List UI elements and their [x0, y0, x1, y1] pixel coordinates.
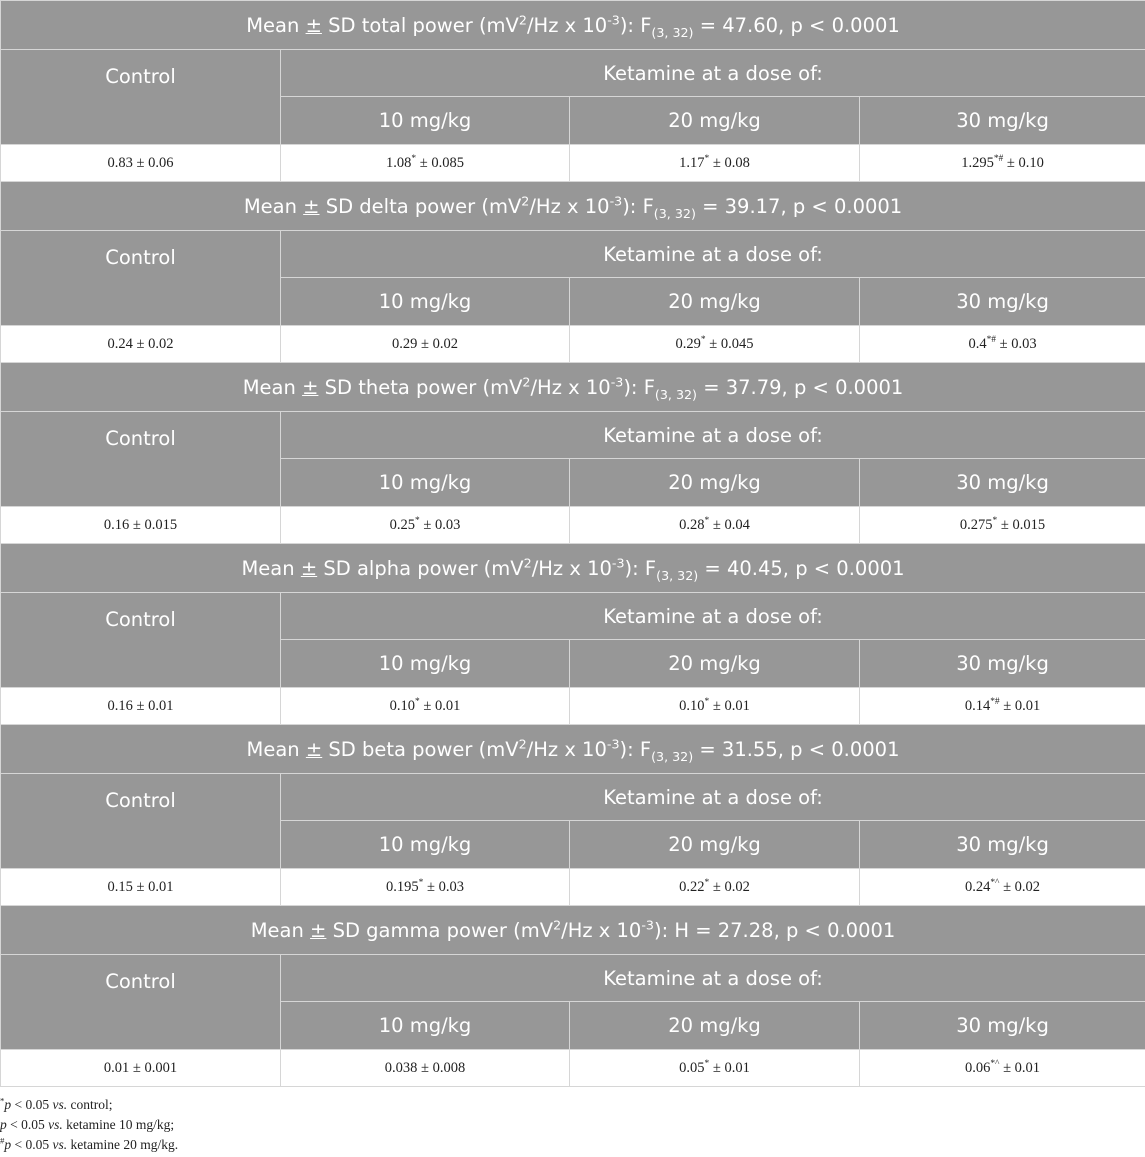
data-cell — [860, 1050, 1145, 1087]
group-header-row — [1, 231, 1145, 278]
plus-minus-symbol: ± — [305, 13, 322, 37]
section-title — [1, 182, 1145, 231]
mean-value: 0.4 — [968, 335, 987, 352]
ketamine-header: Ketamine at a dose of: — [281, 774, 1145, 821]
significance-marker: * — [415, 515, 420, 526]
footnote-text: < 0.05 — [11, 1137, 53, 1152]
mean-value: 0.83 — [107, 154, 133, 171]
mean-value: 0.275 — [959, 516, 993, 533]
data-row — [1, 326, 1145, 363]
mean-value: 0.10 — [389, 697, 416, 714]
title-prefix: Mean — [243, 194, 304, 218]
footnote-line — [0, 1137, 178, 1153]
title-measure: SD delta power (mV — [319, 194, 522, 218]
data-row — [1, 1050, 1145, 1087]
data-cell — [570, 869, 860, 906]
section-title — [1, 906, 1145, 955]
data-row — [1, 869, 1145, 906]
significance-marker: *^ — [990, 1058, 1000, 1069]
dose-header: 30 mg/kg — [860, 640, 1145, 688]
exponent-superscript: -3 — [606, 736, 620, 751]
significance-marker: * — [700, 334, 706, 345]
title-prefix: Mean — [242, 375, 303, 399]
title-measure: SD gamma power (mV — [326, 918, 554, 942]
sd-value: ± 0.06 — [132, 154, 174, 171]
dose-header: 20 mg/kg — [570, 821, 860, 869]
ketamine-header: Ketamine at a dose of: — [281, 955, 1145, 1002]
data-cell — [860, 688, 1145, 725]
control-header: Control — [1, 593, 281, 688]
group-header-row — [1, 593, 1145, 640]
mean-value: 0.16 — [103, 516, 130, 533]
sd-value: ± 0.02 — [999, 878, 1041, 895]
significance-marker: * — [704, 877, 710, 888]
significance-marker: * — [704, 696, 710, 707]
title-result: = 37.79, p < 0.0001 — [697, 375, 904, 399]
sd-value: ± 0.03 — [423, 878, 464, 895]
degrees-of-freedom: (3, 32) — [654, 386, 697, 402]
exponent-superscript: -3 — [610, 374, 624, 389]
dose-header: 20 mg/kg — [570, 278, 860, 326]
mean-value: 0.22 — [679, 878, 705, 895]
title-prefix: Mean — [241, 556, 301, 580]
mean-value: 0.24 — [107, 335, 133, 352]
data-cell — [570, 688, 860, 725]
dose-header: 10 mg/kg — [281, 821, 570, 869]
exponent-superscript: -3 — [609, 193, 623, 208]
title-unit: /Hz x 10 — [529, 194, 610, 218]
mean-value: 1.17 — [679, 154, 705, 171]
section-title — [1, 363, 1145, 412]
mean-value: 0.16 — [107, 697, 133, 714]
mean-value: 0.038 — [384, 1059, 418, 1076]
sd-value: ± 0.03 — [419, 516, 461, 533]
degrees-of-freedom: (3, 32) — [651, 748, 694, 764]
sd-value: ± 0.01 — [419, 697, 461, 714]
footnote-marker: # — [0, 1135, 5, 1146]
degrees-of-freedom: (3, 32) — [656, 567, 699, 583]
significance-marker: * — [418, 877, 424, 888]
section-title-row — [1, 544, 1145, 593]
group-header-row — [1, 774, 1145, 821]
mean-value: 0.15 — [107, 878, 133, 895]
data-cell — [1, 688, 281, 725]
title-result: = 47.60, p < 0.0001 — [693, 13, 900, 37]
data-cell — [281, 507, 570, 544]
plus-minus-symbol: ± — [310, 918, 327, 942]
title-measure: SD theta power (mV — [318, 375, 523, 399]
unit-superscript: 2 — [518, 736, 527, 751]
mean-value: 0.05 — [679, 1059, 705, 1076]
exponent-superscript: -3 — [607, 12, 620, 27]
footnote-line — [0, 1117, 174, 1133]
title-prefix: Mean — [246, 13, 306, 37]
data-row — [1, 507, 1145, 544]
control-header: Control — [1, 50, 281, 145]
sd-value: ± 0.01 — [132, 697, 174, 714]
data-cell — [570, 507, 860, 544]
footnote-text: < 0.05 — [6, 1117, 49, 1132]
group-header-row — [1, 412, 1145, 459]
ketamine-header: Ketamine at a dose of: — [281, 50, 1145, 97]
dose-header: 30 mg/kg — [860, 278, 1145, 326]
data-cell — [860, 869, 1145, 906]
plus-minus-symbol: ± — [300, 556, 318, 580]
sd-value: ± 0.085 — [416, 154, 464, 171]
mean-value: 0.14 — [964, 697, 991, 714]
exponent-superscript: -3 — [611, 555, 625, 570]
title-statistic: ): F — [624, 556, 657, 580]
data-cell — [1, 507, 281, 544]
significance-marker: *# — [993, 153, 1004, 164]
data-cell — [281, 326, 570, 363]
footnote-line — [0, 1097, 113, 1113]
footnote-text: < 0.05 — [11, 1097, 53, 1112]
unit-superscript: 2 — [553, 917, 562, 932]
sd-value: ± 0.04 — [709, 516, 750, 533]
title-statistic: ): F — [623, 375, 655, 399]
mean-value: 0.29 — [392, 335, 418, 352]
data-row — [1, 688, 1145, 725]
title-unit: /Hz x 10 — [561, 918, 642, 942]
title-measure: SD total power (mV — [321, 13, 519, 37]
control-header: Control — [1, 412, 281, 507]
data-cell — [570, 1050, 860, 1087]
title-unit: /Hz x 10 — [526, 737, 607, 761]
dose-header: 30 mg/kg — [860, 459, 1145, 507]
unit-superscript: 2 — [523, 555, 532, 570]
section-title-row — [1, 182, 1145, 231]
control-header: Control — [1, 955, 281, 1050]
ketamine-header: Ketamine at a dose of: — [281, 412, 1145, 459]
data-cell — [1, 326, 281, 363]
mean-value: 0.29 — [675, 335, 701, 352]
data-cell — [281, 869, 570, 906]
plus-minus-symbol: ± — [305, 737, 323, 761]
title-unit: /Hz x 10 — [530, 375, 611, 399]
footnote-p: p — [4, 1097, 12, 1112]
footnote-text: ketamine 20 mg/kg. — [67, 1137, 179, 1152]
mean-value: 0.24 — [964, 878, 991, 895]
dose-header: 30 mg/kg — [860, 821, 1145, 869]
title-measure: SD beta power (mV — [322, 737, 519, 761]
title-unit: /Hz x 10 — [531, 556, 612, 580]
section-title-row — [1, 725, 1145, 774]
sd-value: ± 0.008 — [417, 1059, 466, 1076]
data-cell — [281, 688, 570, 725]
footnote-marker: * — [0, 1095, 5, 1106]
sd-value: ± 0.02 — [709, 878, 750, 895]
sd-value: ± 0.08 — [709, 154, 750, 171]
sd-value: ± 0.01 — [709, 697, 750, 714]
dose-header: 20 mg/kg — [570, 459, 860, 507]
dose-header: 10 mg/kg — [281, 640, 570, 688]
mean-value: 0.195 — [386, 878, 419, 895]
dose-header: 10 mg/kg — [281, 278, 570, 326]
ketamine-header: Ketamine at a dose of: — [281, 231, 1145, 278]
sd-value: ± 0.02 — [132, 335, 174, 352]
title-prefix: Mean — [250, 918, 311, 942]
dose-header: 20 mg/kg — [570, 1002, 860, 1050]
mean-value: 0.28 — [679, 516, 705, 533]
significance-marker: * — [415, 696, 420, 707]
title-measure: SD alpha power (mV — [317, 556, 524, 580]
sd-value: ± 0.01 — [999, 697, 1041, 714]
data-cell — [281, 1050, 570, 1087]
group-header-row — [1, 50, 1145, 97]
footnote-vs: vs. — [52, 1137, 68, 1152]
section-title-row — [1, 1, 1145, 50]
sd-value: ± 0.02 — [417, 335, 458, 352]
dose-header: 10 mg/kg — [281, 97, 570, 145]
data-cell — [860, 145, 1145, 182]
sd-value: ± 0.001 — [129, 1059, 178, 1076]
section-title-row — [1, 363, 1145, 412]
title-unit: /Hz x 10 — [526, 13, 608, 37]
mean-value: 0.01 — [103, 1059, 130, 1076]
sd-value: ± 0.045 — [705, 335, 754, 352]
sd-value: ± 0.015 — [129, 516, 178, 533]
dose-header: 30 mg/kg — [860, 1002, 1145, 1050]
significance-marker: * — [704, 515, 710, 526]
plus-minus-symbol: ± — [303, 194, 320, 218]
footnote-vs: vs. — [48, 1117, 63, 1132]
footnote-text: control; — [67, 1097, 113, 1112]
unit-superscript: 2 — [521, 193, 530, 208]
section-title — [1, 544, 1145, 593]
data-cell — [570, 145, 860, 182]
footnote-vs: vs. — [52, 1097, 68, 1112]
sd-value: ± 0.015 — [997, 516, 1046, 533]
footnote-p: p — [4, 1137, 12, 1152]
section-title — [1, 725, 1145, 774]
plus-minus-symbol: ± — [302, 375, 319, 399]
results-table-body — [1, 1, 1145, 1087]
dose-header: 10 mg/kg — [281, 1002, 570, 1050]
title-statistic: ): F — [622, 194, 654, 218]
section-title — [1, 1, 1145, 50]
control-header: Control — [1, 231, 281, 326]
dose-header: 20 mg/kg — [570, 97, 860, 145]
mean-value: 1.08 — [386, 154, 412, 171]
section-title-row — [1, 906, 1145, 955]
group-header-row — [1, 955, 1145, 1002]
data-cell — [1, 145, 281, 182]
unit-superscript: 2 — [518, 12, 527, 27]
data-cell — [1, 869, 281, 906]
data-cell — [570, 326, 860, 363]
title-statistic: ): F — [619, 737, 652, 761]
dose-header: 20 mg/kg — [570, 640, 860, 688]
sd-value: ± 0.03 — [995, 335, 1037, 352]
significance-marker: * — [411, 153, 417, 164]
dose-header: 30 mg/kg — [860, 97, 1145, 145]
data-cell — [1, 1050, 281, 1087]
degrees-of-freedom: (3, 32) — [651, 24, 694, 40]
data-cell — [860, 507, 1145, 544]
mean-value: 0.10 — [679, 697, 705, 714]
sd-value: ± 0.01 — [132, 878, 174, 895]
exponent-superscript: -3 — [641, 917, 654, 932]
control-header: Control — [1, 774, 281, 869]
mean-value: 1.295 — [961, 154, 994, 171]
ketamine-header: Ketamine at a dose of: — [281, 593, 1145, 640]
significance-marker: * — [704, 153, 710, 164]
significance-marker: *^ — [990, 877, 1000, 888]
title-result: = 40.45, p < 0.0001 — [698, 556, 905, 580]
footnote-p: p — [0, 1117, 7, 1132]
title-statistic: ): H = 27.28, p < 0.0001 — [653, 918, 896, 942]
title-result: = 31.55, p < 0.0001 — [693, 737, 900, 761]
significance-marker: * — [704, 1058, 710, 1069]
sd-value: ± 0.10 — [1003, 154, 1044, 171]
title-prefix: Mean — [246, 737, 306, 761]
dose-header: 10 mg/kg — [281, 459, 570, 507]
mean-value: 0.06 — [964, 1059, 991, 1076]
footnote-text: ketamine 10 mg/kg; — [62, 1117, 175, 1132]
data-row — [1, 145, 1145, 182]
data-cell — [860, 326, 1145, 363]
significance-marker: * — [992, 515, 998, 526]
data-cell — [281, 145, 570, 182]
sd-value: ± 0.01 — [999, 1059, 1041, 1076]
unit-superscript: 2 — [522, 374, 531, 389]
title-statistic: ): F — [619, 13, 652, 37]
significance-marker: *# — [990, 696, 1000, 707]
degrees-of-freedom: (3, 32) — [653, 205, 696, 221]
title-result: = 39.17, p < 0.0001 — [695, 194, 903, 218]
significance-marker: *# — [986, 334, 996, 345]
sd-value: ± 0.01 — [709, 1059, 750, 1076]
mean-value: 0.25 — [389, 516, 416, 533]
